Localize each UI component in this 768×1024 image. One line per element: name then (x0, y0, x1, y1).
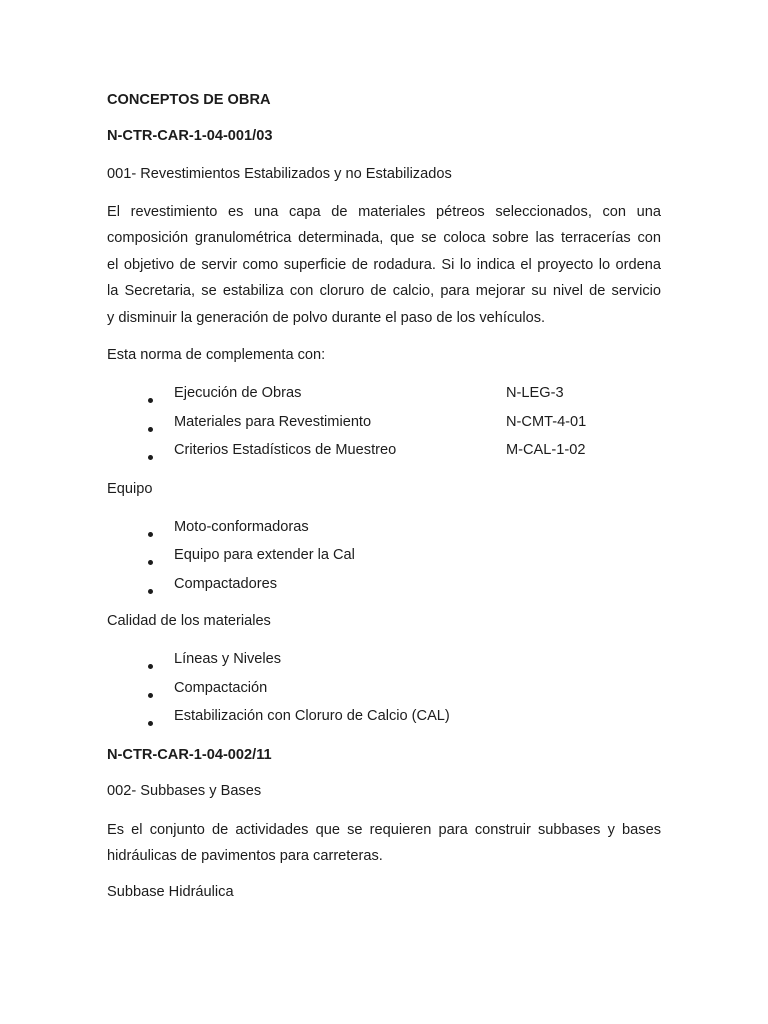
quality-heading: Calidad de los materiales (107, 613, 271, 629)
complement-code: M-CAL-1-02 (506, 442, 586, 458)
paragraph-line: el objetivo de servir como superficie de rodadura. Si lo indica el proyecto lo ordena (107, 256, 661, 273)
section2-code: N-CTR-CAR-1-04-002/11 (107, 747, 272, 763)
bullet-icon (148, 553, 153, 569)
section1-code: N-CTR-CAR-1-04-001/03 (107, 128, 273, 144)
paragraph-line: El revestimiento es una capa de materiales pétreos seleccionados, con una (107, 204, 661, 220)
equipment-item: Compactadores (174, 576, 278, 592)
paragraph-line: Es el conjunto de actividades que se requieren para construir subbases y bases (107, 822, 661, 838)
complement-code: N-CMT-4-01 (506, 414, 587, 430)
equipment-heading: Equipo (107, 481, 153, 497)
equipment-item: Equipo para extender la Cal (174, 547, 355, 563)
bullet-icon (148, 420, 153, 436)
bullet-icon (148, 657, 153, 673)
section1-heading: 001- Revestimientos Estabilizados y no Estabilizados (107, 166, 452, 182)
bullet-icon (148, 448, 153, 464)
paragraph-line: y disminuir la generación de polvo durante el paso de los vehículos. (107, 309, 546, 326)
section2-paragraph (107, 817, 661, 870)
complement-code: N-LEG-3 (506, 385, 564, 401)
paragraph-line: composición granulométrica determinada, que se coloca sobre las terracerías con (107, 230, 661, 247)
document-title: CONCEPTOS DE OBRA (107, 92, 271, 108)
bullet-icon (148, 391, 153, 407)
complement-label: Criterios Estadísticos de Muestreo (174, 442, 397, 458)
section2-subheading: Subbase Hidráulica (107, 884, 234, 900)
paragraph-line: hidráulicas de pavimentos para carreteras. (107, 848, 383, 865)
equipment-item: Moto-conformadoras (174, 519, 309, 535)
bullet-icon (148, 525, 153, 541)
quality-item: Líneas y Niveles (174, 651, 282, 667)
paragraph-line: la Secretaria, se estabiliza con cloruro de calcio, para mejorar su nivel de servicio (107, 283, 661, 300)
section2-heading: 002- Subbases y Bases (107, 783, 262, 799)
complement-label: Ejecución de Obras (174, 385, 302, 401)
complement-label: Materiales para Revestimiento (174, 414, 372, 430)
quality-item: Compactación (174, 680, 268, 696)
complement-intro: Esta norma de complementa con: (107, 347, 326, 363)
quality-item: Estabilización con Cloruro de Calcio (CAL) (174, 708, 450, 724)
bullet-icon (148, 582, 153, 598)
section1-paragraph (107, 199, 661, 331)
bullet-icon (148, 714, 153, 730)
bullet-icon (148, 686, 153, 702)
